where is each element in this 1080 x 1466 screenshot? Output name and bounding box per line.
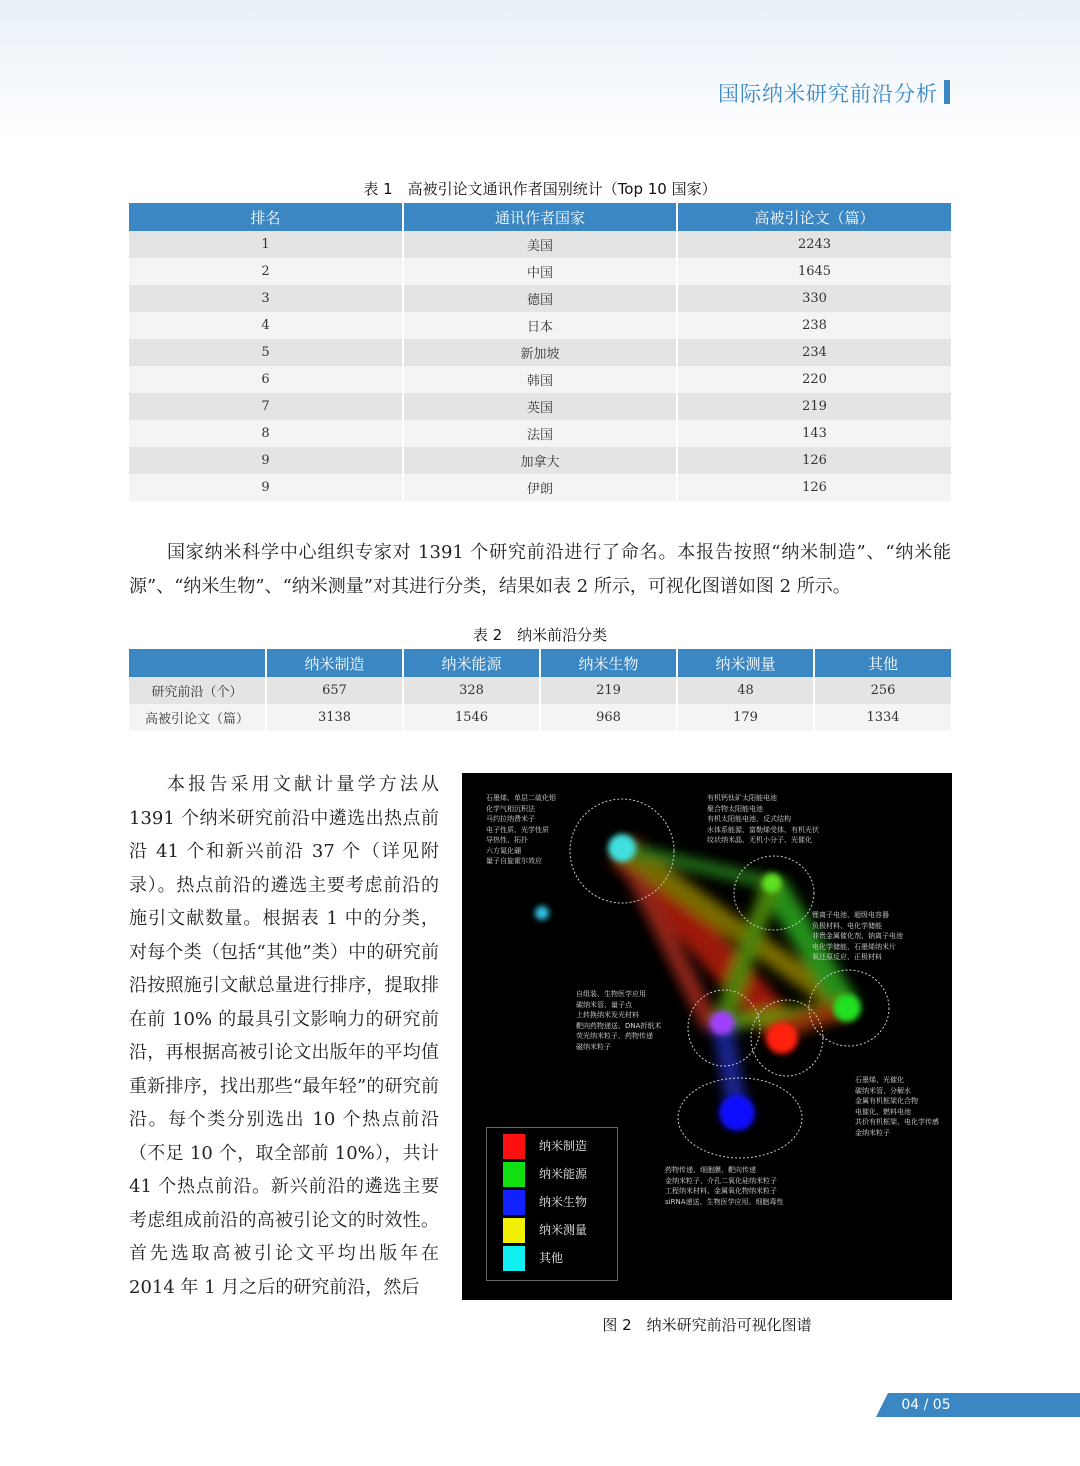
annotation-label: 石墨烯、单层二硫化钼 化学气相沉积法 马约拉纳费米子 电子性质、光学性质 导热性、拓扑 六方氮化硼 量子自旋霍尔效应 xyxy=(486,794,556,865)
table-cell: 6 xyxy=(129,366,403,393)
table-cell: 7 xyxy=(129,393,403,420)
table-cell: 238 xyxy=(677,312,951,339)
header-band xyxy=(0,0,1080,140)
cluster-other xyxy=(535,906,549,920)
network-visualization-figure xyxy=(462,773,952,1300)
body-paragraph-2: 本报告采用文献计量学方法从 1391 个纳米研究前沿中遴选出热点前沿 41 个和新兴前沿 37 个（详见附录）。热点前沿的遴选主要考虑前沿的施引文献数量。根据表 1 中的分类，对每个类（包括“其他”类）中的研究前沿按照施引文献总量进行排序，提取排在前 10% 的最具引文影响力的研究前沿，再根据高被引论文出版年的平均值重新排序，找出那些“最年轻”的研究前沿。每个类分别选出 10 个热点前沿（不足 10 个，取全部前 10%），共计 41 个热点前沿。新兴前沿的遴选主要考虑组成前沿的高被引论文的时效性。首先选取高被引论文平均出版年在 2014 年 1 月之后的研究前沿，然后 xyxy=(129,774,439,1298)
table2-header-row xyxy=(129,649,951,677)
table-cell: 48 xyxy=(677,677,814,704)
table-cell: 新加坡 xyxy=(403,339,677,366)
table2-header-cell: 纳米制造 xyxy=(266,649,403,677)
table-cell: 中国 xyxy=(403,258,677,285)
legend-label: 纳米能源 xyxy=(539,1167,588,1181)
table-row xyxy=(129,312,951,339)
table-cell: 伊朗 xyxy=(403,474,677,501)
table-cell: 9 xyxy=(129,474,403,501)
table-cell: 234 xyxy=(677,339,951,366)
annotation-label: 石墨烯、光催化 碳纳米管、分解水 金属有机框架化合物 电催化、燃料电池 共价有机框架、电化学传感 金纳米粒子 xyxy=(855,1076,939,1137)
table1-header-cell: 通讯作者国家 xyxy=(403,203,677,231)
table-row xyxy=(129,366,951,393)
cluster-energy xyxy=(762,873,782,893)
legend-swatch xyxy=(503,1246,525,1271)
table1-header-row xyxy=(129,203,951,231)
figure-legend xyxy=(486,1127,618,1281)
table-cell: 2243 xyxy=(677,231,951,258)
table-cell: 韩国 xyxy=(403,366,677,393)
table-cell: 126 xyxy=(677,447,951,474)
table-row xyxy=(129,231,951,258)
table-cell: 3 xyxy=(129,285,403,312)
annotation-label: 锂离子电池、超级电容器 负极材料、电化学储能 非贵金属催化剂、钠离子电池 电化学储能、石墨烯纳米片 氧还原反应、正极材料 xyxy=(812,911,903,961)
table2-header-cell: 其他 xyxy=(814,649,951,677)
table2-header-cell: 纳米生物 xyxy=(540,649,677,677)
body-paragraph-1: 国家纳米科学中心组织专家对 1391 个研究前沿进行了命名。本报告按照“纳米制造”、“纳米能源”、“纳米生物”、“纳米测量”对其进行分类，结果如表 2 所示，可视化图谱如图 2 所示。 xyxy=(129,542,951,597)
table1-caption: 表 1 高被引论文通讯作者国别统计（Top 10 国家） xyxy=(363,180,717,198)
table-cell: 美国 xyxy=(403,231,677,258)
table-cell: 5 xyxy=(129,339,403,366)
table-row xyxy=(129,339,951,366)
table-cell: 8 xyxy=(129,420,403,447)
table-cell: 330 xyxy=(677,285,951,312)
cluster-manufacturing xyxy=(766,1022,798,1054)
table-row xyxy=(129,447,951,474)
table-row xyxy=(129,285,951,312)
legend-swatch xyxy=(503,1162,525,1187)
table1-header-cell: 高被引论文（篇） xyxy=(677,203,951,231)
running-header-title: 国际纳米研究前沿分析 xyxy=(718,82,938,106)
table-cell: 219 xyxy=(677,393,951,420)
table-cell: 219 xyxy=(540,677,677,704)
table-cell: 179 xyxy=(677,704,814,731)
cluster-biology xyxy=(719,1095,755,1131)
table-cell: 143 xyxy=(677,420,951,447)
table-cell: 德国 xyxy=(403,285,677,312)
header-accent-bar xyxy=(944,80,950,104)
table2 xyxy=(129,649,951,731)
table1 xyxy=(129,203,951,501)
table-cell: 657 xyxy=(266,677,403,704)
page-number: 04 / 05 xyxy=(901,1397,951,1413)
cluster-biology xyxy=(710,1011,734,1035)
table-row-label: 研究前沿（个） xyxy=(129,677,266,704)
legend-label: 纳米制造 xyxy=(539,1139,588,1153)
table-cell: 英国 xyxy=(403,393,677,420)
legend-label: 其他 xyxy=(539,1251,564,1265)
figure-caption: 图 2 纳米研究前沿可视化图谱 xyxy=(602,1316,812,1334)
table-cell: 220 xyxy=(677,366,951,393)
legend-swatch xyxy=(503,1218,525,1243)
table2-header-cell: 纳米能源 xyxy=(403,649,540,677)
table-cell: 3138 xyxy=(266,704,403,731)
table-row xyxy=(129,420,951,447)
table-cell: 4 xyxy=(129,312,403,339)
table-cell: 968 xyxy=(540,704,677,731)
cluster-energy xyxy=(833,994,861,1022)
legend-label: 纳米测量 xyxy=(539,1223,588,1237)
table2-caption: 表 2 纳米前沿分类 xyxy=(472,626,608,644)
table-cell: 328 xyxy=(403,677,540,704)
annotation-label: 有机钙钛矿太阳能电池 聚合物太阳能电池 有机太阳能电池、反式结构 水体系能源、富勒烯受体、有机光伏 纹状纳米晶、无机小分子、光催化 xyxy=(707,794,819,844)
table-row xyxy=(129,704,951,731)
table-cell: 126 xyxy=(677,474,951,501)
table-cell: 加拿大 xyxy=(403,447,677,474)
table-cell: 1334 xyxy=(814,704,951,731)
table-cell: 1546 xyxy=(403,704,540,731)
legend-swatch xyxy=(503,1190,525,1215)
table-cell: 日本 xyxy=(403,312,677,339)
table-cell: 1 xyxy=(129,231,403,258)
table2-header-cell xyxy=(129,649,266,677)
legend-label: 纳米生物 xyxy=(539,1195,588,1209)
cluster-other xyxy=(608,834,636,862)
table1-header-cell: 排名 xyxy=(129,203,403,231)
table-cell: 9 xyxy=(129,447,403,474)
table-cell: 2 xyxy=(129,258,403,285)
table2-header-cell: 纳米测量 xyxy=(677,649,814,677)
legend-swatch xyxy=(503,1134,525,1159)
annotation-label: 药物传递、细胞膜、靶向传递 金纳米粒子、介孔二氧化硅纳米粒子 工程纳米材料、金属氧化物纳米粒子 siRNA递送、生物医学应用、细胞毒性 xyxy=(665,1166,784,1206)
table-row xyxy=(129,258,951,285)
table-row-label: 高被引论文（篇） xyxy=(129,704,266,731)
table-cell: 1645 xyxy=(677,258,951,285)
table-row xyxy=(129,393,951,420)
annotation-label: 自组装、生物医学应用 碳纳米管、量子点 上转换纳米发光材料 靶向药物递送、DNA折纸术 荧光纳米粒子、药物传递 磁纳米粒子 xyxy=(576,990,662,1051)
table-row xyxy=(129,677,951,704)
table-row xyxy=(129,474,951,501)
table-cell: 法国 xyxy=(403,420,677,447)
table-cell: 256 xyxy=(814,677,951,704)
